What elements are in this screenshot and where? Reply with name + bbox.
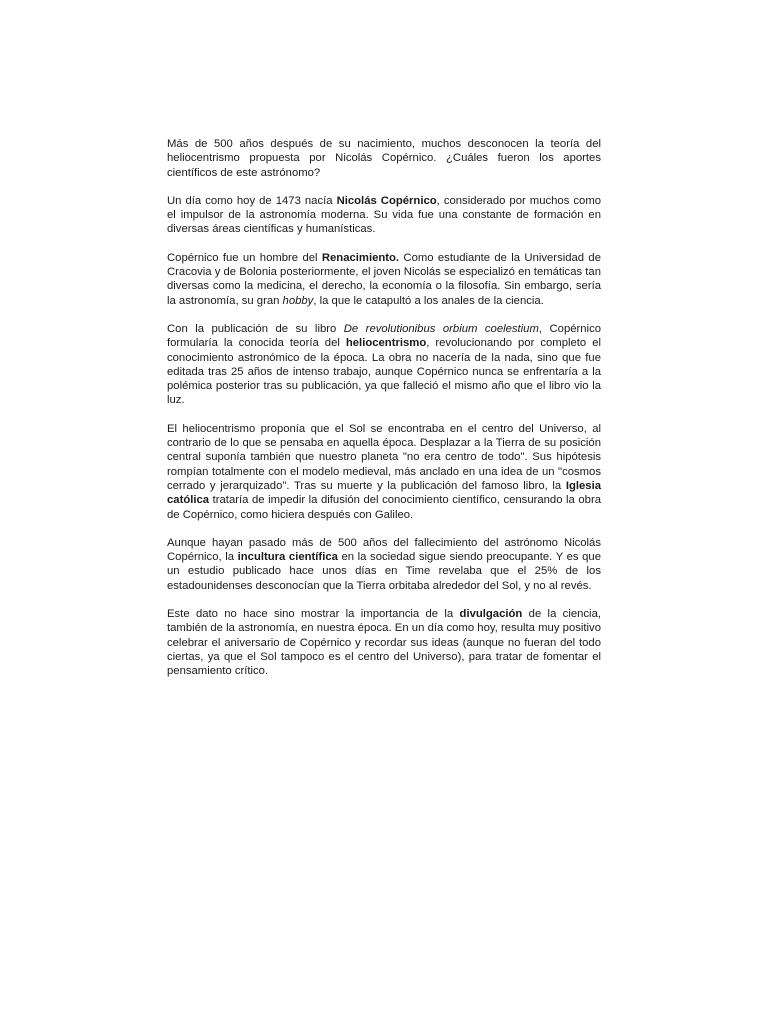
text-run: Este dato no hace sino mostrar la importancia de la <box>167 608 460 621</box>
text-run: Con la publicación de su libro <box>167 322 344 335</box>
paragraph-renaissance <box>167 251 601 308</box>
article-body <box>167 137 601 679</box>
paragraph-scientific-illiteracy <box>167 536 601 593</box>
bold-term-nicolas-copernico: Nicolás Copérnico <box>336 194 437 207</box>
text-run: en la sociedad sigue siendo preocupante. Y es que un estudio publicado hace unos días en Time revelaba que el 25% de los estadounidenses desconocían que la Tierra orbitaba alrededor del Sol, y no al revés. <box>167 551 601 592</box>
bold-term-incultura-cientifica: incultura científica <box>237 551 338 564</box>
bold-term-renacimiento: Renacimiento. <box>321 251 400 264</box>
text-run: Como estudiante de la Universidad de Cracovia y de Bolonia posteriormente, el joven Nicolás se especializó en temáticas tan diversas como la medicina, el derecho, la economía o la filosofía. Sin embargo, sería la astronomía, su gran <box>167 251 601 307</box>
text-run: Copérnico fue un hombre del <box>167 251 322 264</box>
text-run: , considerado por muchos como el impulsor de la astronomía moderna. Su vida fue una constante de formación en diversas áreas científicas y humanísticas. <box>167 194 602 236</box>
text-run: de la ciencia, también de la astronomía, en nuestra época. En un día como hoy, resulta muy positivo celebrar el aniversario de Copérnico y recordar sus ideas (aunque no fueran del todo ciertas, ya que el Sol tampoco es el centro del Universo), para tratar de fomentar el pensamiento crítico. <box>167 608 601 678</box>
paragraph-outreach <box>167 607 601 678</box>
paragraph-intro <box>167 137 601 180</box>
paragraph-birth <box>167 194 601 237</box>
text-run: Un día como hoy de 1473 nacía <box>167 194 337 207</box>
text-run: , Copérnico formularía la conocida teoría del <box>167 322 602 350</box>
paragraph-heliocentrism <box>167 422 601 522</box>
text-run: trataría de impedir la difusión del conocimiento científico, censurando la obra de Copérnico, como hiciera después con Galileo. <box>167 494 601 521</box>
bold-term-divulgacion: divulgación <box>459 608 523 621</box>
text-run: , revolucionando por completo el conocimiento astronómico de la época. La obra no nacería de la nada, sino que fue editada tras 25 años de intenso trabajo, aunque Copérnico nunca se enfrentaría a la polémica posterior tras su publicación, ya que falleció el mismo año que el libro vio la luz. <box>167 337 601 407</box>
text-run: Más de 500 años después de su nacimiento, muchos desconocen la teoría del heliocentrismo propuesta por Nicolás Copérnico. ¿Cuáles fueron los aportes científicos de este astrónomo? <box>167 138 601 179</box>
bold-term-heliocentrismo: heliocentrismo <box>345 337 427 350</box>
italic-book-title: De revolutionibus orbium coelestium <box>343 322 539 335</box>
text-run: Aunque hayan pasado más de 500 años del fallecimiento del astrónomo Nicolás Copérnico, la <box>167 536 601 564</box>
paragraph-book <box>167 322 601 408</box>
text-run: El heliocentrismo proponía que el Sol se encontraba en el centro del Universo, al contrario de lo que se pensaba en aquella época. Desplazar a la Tierra de su posición central suponía también que nuestro planeta "no era centro de todo". Sus hipótesis rompían totalmente con el modelo medieval, más anclado en una idea de un "cosmos cerrado y jerarquizado". Tras su muerte y la publicación del famoso libro, la <box>167 422 601 492</box>
italic-term-hobby: hobby <box>282 294 314 307</box>
text-run: , la que le catapultó a los anales de la ciencia. <box>313 294 544 307</box>
bold-term-iglesia-catolica: Iglesia católica <box>167 479 601 507</box>
